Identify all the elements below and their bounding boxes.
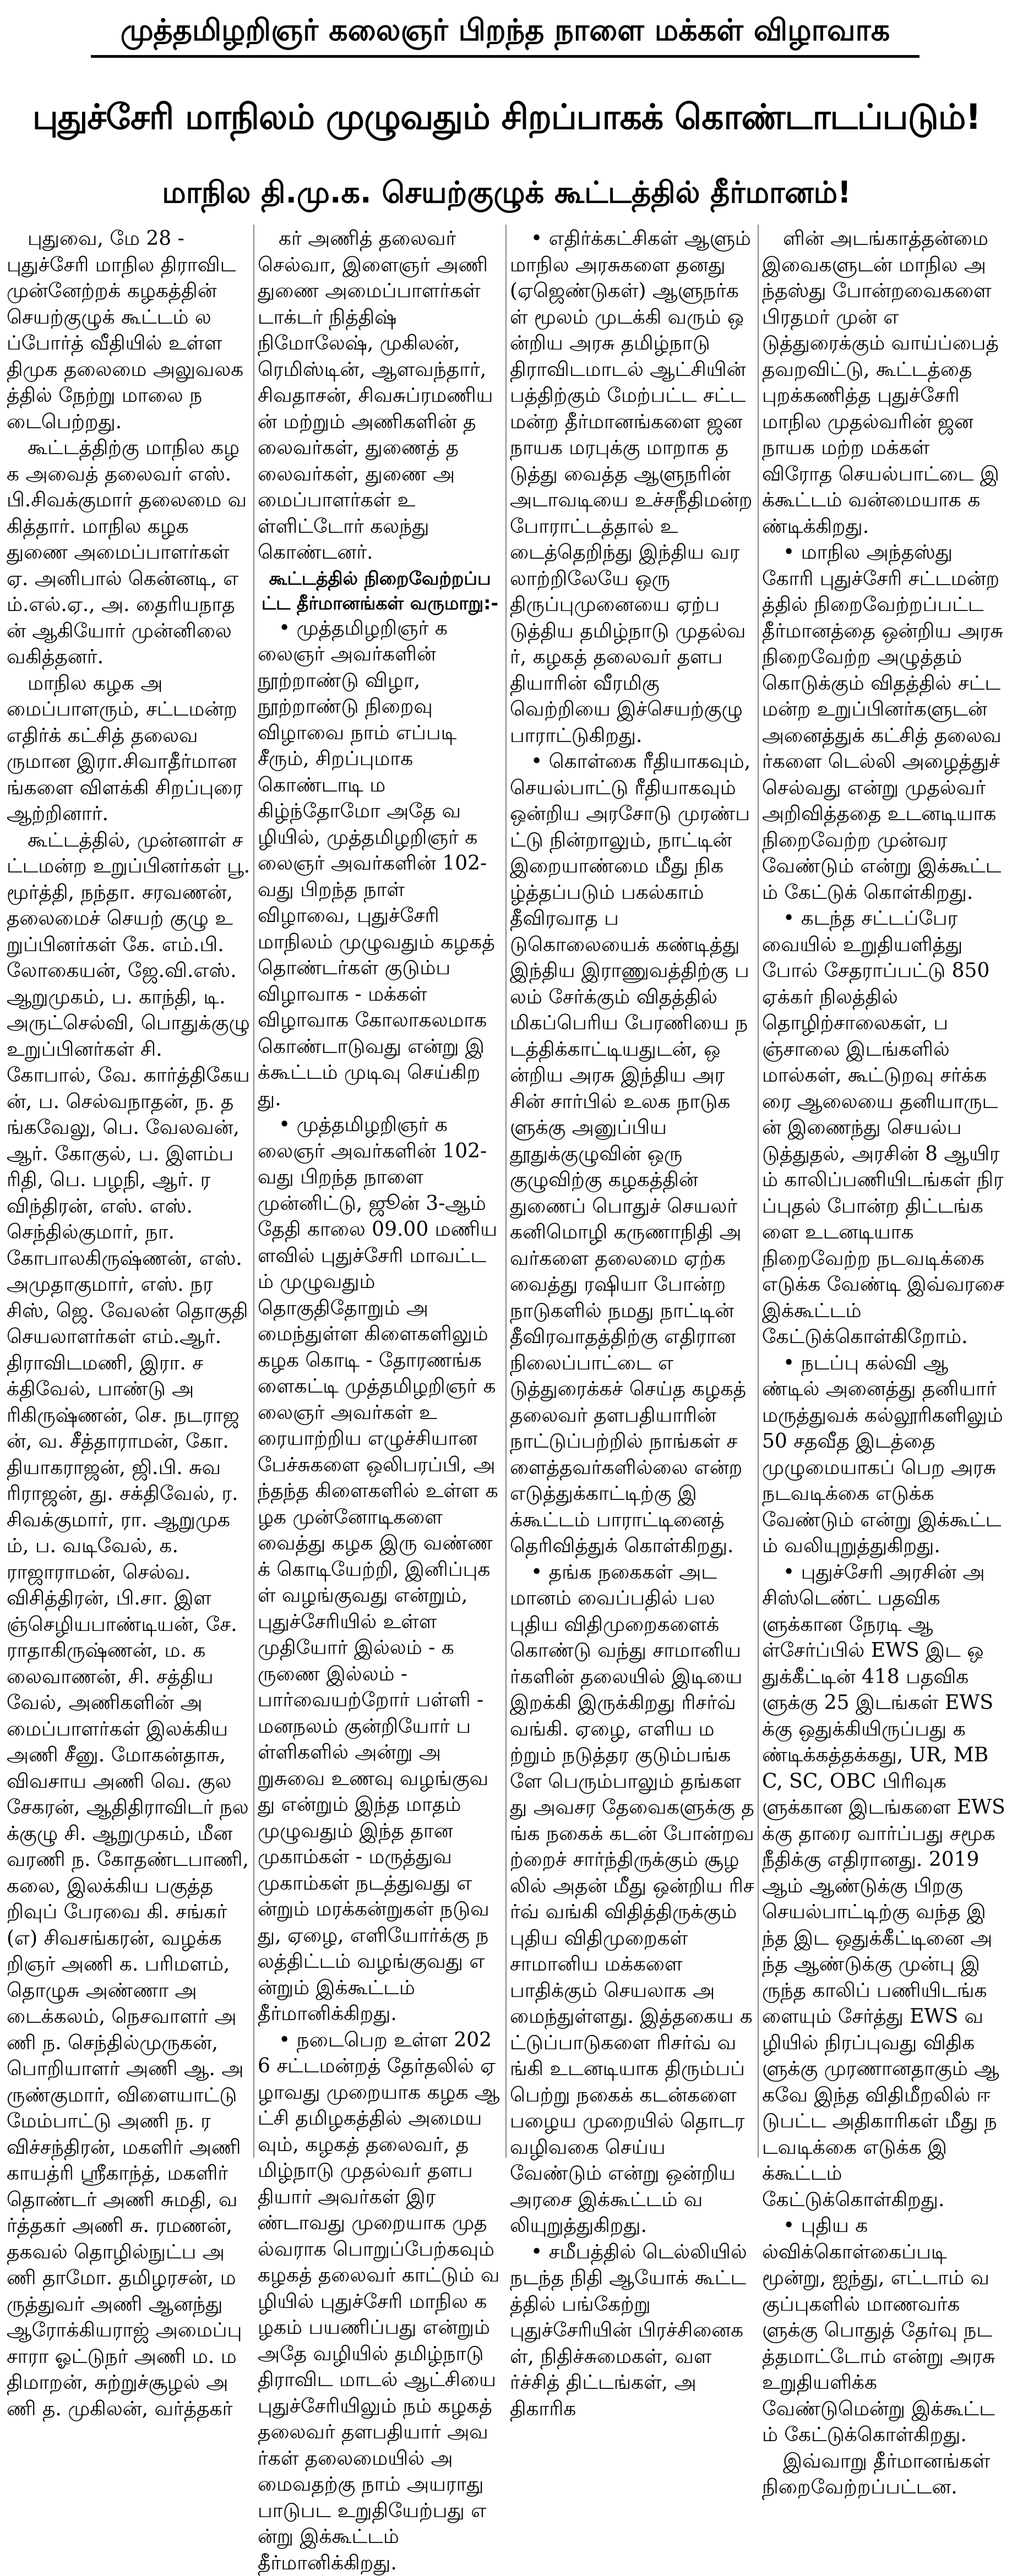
main-headline: புதுச்சேரி மாநிலம் முழுவதும் சிறப்பாகக் கொண்டாடப்படும்! bbox=[30, 69, 983, 165]
paragraph: • சமீபத்தில் டெல்லியில் நடந்த நிதி ஆயோக் கூட்டத்தில் பங்கேற்று புதுச்சேரியின் பிரச்சினைகள், நிதிச்சுமைகள், வளர்ச்சித் திட்டங்கள், அதிகாரிக bbox=[510, 2239, 754, 2422]
paragraph: • கடந்த சட்டப்பேரவையில் உறுதியளித்து போல் சேதராப்பட்டு 850 ஏக்கர் நிலத்தில் தொழிற்சாலைகள், பஞ்சாலை இடங்களில் மால்கள், கூட்டுறவு சர்க்கரை ஆலையை தனியாருடன் இணைந்து செயல்படுத்துதல், அரசின் 8 ஆயிரம் காலிப்பணியிடங்கள் நிரப்புதல் போன்ற திட்டங்களை உடனடியாக நிறைவேற்ற நடவடிக்கை எடுக்க வேண்டி இவ்வரசை இக்கூட்டம் கேட்டுக்கொள்கிறோம். bbox=[762, 905, 1005, 1350]
column-divider bbox=[505, 225, 507, 2158]
paragraph: கர் அணித் தலைவர் செல்வா, இளைஞர் அணி துணை அமைப்பாளர்கள் டாக்டர் நித்திஷ் நிமோலேஷ், முகிலன், ரெமிஸ்டின், ஆளவந்தார், சிவதாசன், சிவசுப்ரமணியன் மற்றும் அணிகளின் தலைவர்கள், துணைத் தலைவர்கள், துணை அமைப்பாளர்கள் உள்ளிட்டோர் கலந்து கொண்டனர். bbox=[258, 226, 502, 566]
kicker-headline: முத்தமிழறிஞர் கலைஞர் பிறந்த நாளை மக்கள் விழாவாக bbox=[91, 4, 919, 56]
paragraph: புதுவை, மே 28 - புதுச்சேரி மாநில திராவிட முன்னேற்றக் கழகத்தின் செயற்குழுக் கூட்டம் லப்போர்த் வீதியில் உள்ள திமுக தலைமை அலுவலகத்தில் நேற்று மாலை நடைபெற்றது. bbox=[7, 226, 251, 435]
paragraph: • நடப்பு கல்வி ஆண்டில் அனைத்து தனியார் மருத்துவக் கல்லூரிகளிலும் 50 சதவீத இடத்தை முழுமையாகப் பெற அரசு நடவடிக்கை எடுக்க வேண்டும் என்று இக்கூட்டம் வலியுறுத்துகிறது. bbox=[762, 1350, 1005, 1559]
resolutions-subheading: கூட்டத்தில் நிறைவேற்றப்பட்ட தீர்மானங்கள் வருமாறு:- bbox=[258, 566, 502, 615]
paragraph: கூட்டத்தில், முன்னாள் சட்டமன்ற உறுப்பினர்கள் பூ. மூர்த்தி, நந்தா. சரவணன், தலைமைச் செயற் குழு உறுப்பினர்கள் கே. எம்.பி. லோகையன், ஜே.வி.எஸ். ஆறுமுகம், ப. காந்தி, டி. அருட்செல்வி, பொதுக்குழு உறுப்பினர்கள் சி. கோபால், வே. கார்த்திகேயன், ப. செல்வநாதன், ந. தங்கவேலு, பெ. வேலவன், ஆர். கோகுல், ப. இளம்பரிதி, பெ. பழநி, ஆர். ரவிந்திரன், எஸ். எஸ். செந்தில்குமார், நா. கோபாலகிருஷ்ணன், எஸ். அமுதாகுமார், எஸ். நரசிஸ், ஜெ. வேலன் தொகுதி செயலாளர்கள் எம்.ஆர். திராவிடமணி, இரா. சக்திவேல், பாண்டு அரிகிருஷ்ணன், செ. நடராஜன், வ. சீத்தாராமன், கோ. தியாகராஜன், ஜி.பி. சுவரிராஜன், து. சக்திவேல், ர. சிவக்குமார், ரா. ஆறுமுகம், ப. வடிவேல், க. ராஜாராமன், செல்வ. விசித்திரன், பி.சா. இளஞ்செழியபாண்டியன், சே. ராதாகிருஷ்ணன், ம. கலைவாணன், சி. சத்தியவேல், அணிகளின் அமைப்பாளர்கள் இலக்கிய அணி சீனு. மோகன்தாசு, விவசாய அணி வெ. குலசேகரன், ஆதிதிராவிடர் நலக்குழு சி. ஆறுமுகம், மீனவரணி ந. கோதண்டபாணி, கலை, இலக்கிய பகுத்தறிவுப் பேரவை கி. சங்கர் (எ) சிவசங்கரன், வழக்கறிஞர் அணி க. பரிமளம், தொழுசு அண்ணா அடைக்கலம், நெசவாளர் அணி ந. செந்தில்முருகன், பொறியாளர் அணி ஆ. அருண்குமார், விளையாட்டு மேம்பாட்டு அணி ந. ரவிச்சந்திரன், மகளிர் அணி காயத்ரி ஸ்ரீகாந்த், மகளிர் தொண்டர் அணி சுமதி, வர்த்தகர் அணி சு. ரமணன், தகவல் தொழில்நுட்ப அணி தாமோ. தமிழரசன், மருத்துவர் அணி ஆனந்து ஆரோக்கியராஜ் அமைப்பு சாரா ஓட்டுநர் அணி ம. மதிமாறன், சுற்றுச்சூழல் அணி த. முகிலன், வர்த்தகர் bbox=[7, 827, 251, 2422]
paragraph: • முத்தமிழறிஞர் கலைஞர் அவர்களின் 102-வது பிறந்த நாளை முன்னிட்டு, ஜூன் 3-ஆம் தேதி காலை 09.00 மணியளவில் புதுச்சேரி மாவட்டம் முழுவதும் தொகுதிதோறும் அமைந்துள்ள கிளைகளிலும் கழக கொடி - தோரணங்களைகட்டி முத்தமிழறிஞர் கலைஞர் அவர்கள் உரையாற்றிய எழுச்சியான பேச்சுகளை ஒலிபரப்பி, அந்தந்த கிளைகளில் உள்ள கழக முன்னோடிகளை வைத்து கழக இரு வண்ணக் கொடியேற்றி, இனிப்புகள் வழங்குவது என்றும், புதுச்சேரியில் உள்ள முதியோர் இல்லம் - கருணை இல்லம் - பார்வையற்றோர் பள்ளி - மனநலம் குன்றியோர் பள்ளிகளில் அன்று அறுசுவை உணவு வழங்குவது என்றும் இந்த மாதம் முழுவதும் இந்த தான முகாம்கள் - மருத்துவ முகாம்கள் நடத்துவது என்றும் மரக்கன்றுகள் நடுவது, ஏழை, எளியோர்க்கு நலத்திட்டம் வழங்குவது என்றும் இக்கூட்டம் தீர்மானிக்கிறது. bbox=[258, 1112, 502, 2027]
kicker-underline bbox=[91, 55, 919, 58]
paragraph: • கொள்கை ரீதியாகவும், செயல்பாட்டு ரீதியாகவும் ஒன்றிய அரசோடு முரண்பட்டு நின்றாலும், நாட்டின் இறையாண்மை மீது நிகழ்த்தப்படும் பகல்காம் தீவிரவாத படுகொலையைக் கண்டித்து இந்திய இராணுவத்திற்கு பலம் சேர்க்கும் விதத்தில் மிகப்பெரிய பேரணியை நடத்திக்காட்டியதுடன், ஒன்றிய அரசு இந்திய அரசின் சார்பில் உலக நாடுகளுக்கு அனுப்பிய தூதுக்குழுவின் ஒரு குழுவிற்கு கழகத்தின் துணைப் பொதுச் செயலர் கனிமொழி கருணாநிதி அவர்களை தலைமை ஏற்க வைத்து ரஷியா போன்ற நாடுகளில் நமது நாட்டின் தீவிரவாதத்திற்கு எதிரான நிலைப்பாட்டை எடுத்துரைக்கச் செய்த கழகத் தலைவர் தளபதியாரின் நாட்டுப்பற்றில் நாங்கள் சளைத்தவர்களில்லை என்ற எடுத்துக்காட்டிற்கு இக்கூட்டம் பாராட்டினைத் தெரிவித்துக் கொள்கிறது. bbox=[510, 749, 754, 1559]
article-column-2 bbox=[258, 226, 502, 2157]
paragraph: மாநில கழக அமைப்பாளரும், சட்டமன்ற எதிர்க் கட்சித் தலைவருமான இரா.சிவாதீர்மானங்களை விளக்கி சிறப்புரை ஆற்றினார். bbox=[7, 670, 251, 827]
paragraph: ளின் அடங்காத்தன்மை இவைகளுடன் மாநில அந்தஸ்து போன்றவைகளை பிரதமர் முன் எடுத்துரைக்கும் வாய்ப்பைத் தவறவிட்டு, கூட்டத்தை புறக்கணித்த புதுச்சேரி மாநில முதல்வரின் ஜனநாயக மற்ற மக்கள் விரோத செயல்பாட்டை இக்கூட்டம் வன்மையாக கண்டிக்கிறது. bbox=[762, 226, 1005, 539]
paragraph: • புதிய கல்விக்கொள்கைப்படி மூன்று, ஐந்து, எட்டாம் வகுப்புகளில் மாணவர்களுக்கு பொதுத் தேர்வு நடத்தமாட்டோம் என்று அரசு உறுதியளிக்க வேண்டுமென்று இக்கூட்டம் கேட்டுக்கொள்கிறது. bbox=[762, 2213, 1005, 2448]
article-column-3 bbox=[510, 226, 754, 2157]
column-divider bbox=[253, 225, 254, 2158]
column-divider bbox=[758, 225, 759, 2158]
paragraph: • புதுச்சேரி அரசின் அசிஸ்டெண்ட் பதவிகளுக்கான நேரடி ஆள்சேர்ப்பில் EWS இட ஒதுக்கீட்டின் 418 பதவிகளுக்கு 25 இடங்கள் EWSக்கு ஒதுக்கியிருப்பது கண்டிக்கத்தக்கது, UR, MBC, SC, OBC பிரிவுகளுக்கான இடங்களை EWSக்கு தாரை வார்ப்பது சமூகநீதிக்கு எதிரானது. 2019 ஆம் ஆண்டுக்கு பிறகு செயல்பாட்டிற்கு வந்த இந்த இட ஒதுக்கீட்டினை அந்த ஆண்டுக்கு முன்பு இருந்த காலிப் பணியிடங்களையும் சேர்த்து EWS வழியில் நிரப்புவது விதிகளுக்கு முரணானதாகும் ஆகவே இந்த விதிமீறலில் ஈடுபட்ட அதிகாரிகள் மீது நடவடிக்கை எடுக்க இக்கூட்டம் கேட்டுக்கொள்கிறது. bbox=[762, 1559, 1005, 2213]
article-column-1 bbox=[7, 226, 251, 2157]
paragraph: • மாநில அந்தஸ்து கோரி புதுச்சேரி சட்டமன்றத்தில் நிறைவேற்றப்பட்ட தீர்மானத்தை ஒன்றிய அரசு நிறைவேற்ற அழுத்தம் கொடுக்கும் விதத்தில் சட்டமன்ற உறுப்பினர்களுடன் அனைத்துக் கட்சித் தலைவர்களை டெல்லி அழைத்துச் செல்வது என்று முதல்வர் அறிவித்ததை உடனடியாக நிறைவேற்ற முன்வர வேண்டும் என்று இக்கூட்டம் கேட்டுக் கொள்கிறது. bbox=[762, 539, 1005, 905]
paragraph: • நடைபெற உள்ள 2026 சட்டமன்றத் தேர்தலில் ஏழாவது முறையாக கழக ஆட்சி தமிழகத்தில் அமையவும், கழகத் தலைவர், தமிழ்நாடு முதல்வர் தளபதியார் அவர்கள் இரண்டாவது முறையாக முதல்வராக பொறுப்பேற்கவும் கழகத் தலைவர் காட்டும் வழியில் புதுச்சேரி மாநில கழகம் பயணிப்பது என்றும் அதே வழியில் தமிழ்நாடு திராவிட மாடல் ஆட்சியை புதுச்சேரியிலும் நம் கழகத் தலைவர் தளபதியார் அவர்கள் தலைமையில் அமைவதற்கு நாம் அயராது பாடுபட உறுதியேற்பது என்று இக்கூட்டம் தீர்மானிக்கிறது. bbox=[258, 2027, 502, 2576]
paragraph: • எதிர்க்கட்சிகள் ஆளும் மாநில அரசுகளை தனது (ஏஜெண்டுகள்) ஆளுநர்கள் மூலம் முடக்கி வரும் ஒன்றிய அரசு தமிழ்நாடு திராவிடமாடல் ஆட்சியின் பத்திற்கும் மேற்பட்ட சட்டமன்ற தீர்மானங்களை ஜனநாயக மரபுக்கு மாறாக தடுத்து வைத்த ஆளுநரின் அடாவடியை உச்சநீதிமன்ற போராட்டத்தால் உடைத்தெறிந்து இந்திய வரலாற்றிலேயே ஒரு திருப்புமுனையை ஏற்படுத்திய தமிழ்நாடு முதல்வர், கழகத் தலைவர் தளபதியாரின் வீரமிகு வெற்றியை இச்செயற்குழு பாராட்டுகிறது. bbox=[510, 226, 754, 749]
paragraph: இவ்வாறு தீர்மானங்கள் நிறைவேற்றப்பட்டன. bbox=[762, 2448, 1005, 2501]
paragraph: கூட்டத்திற்கு மாநில கழக அவைத் தலைவர் எஸ். பி.சிவக்குமார் தலைமை வகித்தார். மாநில கழக துணை அமைப்பாளர்கள் ஏ. அனிபால் கென்னடி, எம்.எல்.ஏ., அ. தைரியநாதன் ஆகியோர் முன்னிலை வகித்தனர். bbox=[7, 435, 251, 670]
paragraph: • முத்தமிழறிஞர் கலைஞர் அவர்களின் நூற்றாண்டு விழா, நூற்றாண்டு நிறைவு விழாவை நாம் எப்படி சீரும், சிறப்புமாக கொண்டாடி மகிழ்ந்தோமோ அதே வழியில், முத்தமிழறிஞர் கலைஞர் அவர்களின் 102-வது பிறந்த நாள் விழாவை, புதுச்சேரி மாநிலம் முழுவதும் கழகத் தொண்டர்கள் குடும்ப விழாவாக - மக்கள் விழாவாக கோலாகலமாக கொண்டாடுவது என்று இக்கூட்டம் முடிவு செய்கிறது. bbox=[258, 615, 502, 1112]
sub-headline: மாநில தி.மு.க. செயற்குழுக் கூட்டத்தில் தீர்மானம்! bbox=[146, 164, 867, 221]
article-column-4 bbox=[762, 226, 1005, 2157]
paragraph: • தங்க நகைகள் அடமானம் வைப்பதில் பல புதிய விதிமுறைகளைக் கொண்டு வந்து சாமானியர்களின் தலையில் இடியை இறக்கி இருக்கிறது ரிசர்வ் வங்கி. ஏழை, எளிய மற்றும் நடுத்தர குடும்பங்களே பெரும்பாலும் தங்களது அவசர தேவைகளுக்கு தங்க நகைக் கடன் போன்றவற்றைச் சார்ந்திருக்கும் சூழலில் அதன் மீது ஒன்றிய ரிசர்வ் வங்கி விதித்திருக்கும் புதிய விதிமுறைகள் சாமானிய மக்களை பாதிக்கும் செயலாக அமைந்துள்ளது. இத்தகைய கட்டுப்பாடுகளை ரிசர்வ் வங்கி உடனடியாக திரும்பப் பெற்று நகைக் கடன்களை பழைய முறையில் தொடர வழிவகை செய்ய வேண்டும் என்று ஒன்றிய அரசை இக்கூட்டம் வலியுறுத்துகிறது. bbox=[510, 1559, 754, 2239]
